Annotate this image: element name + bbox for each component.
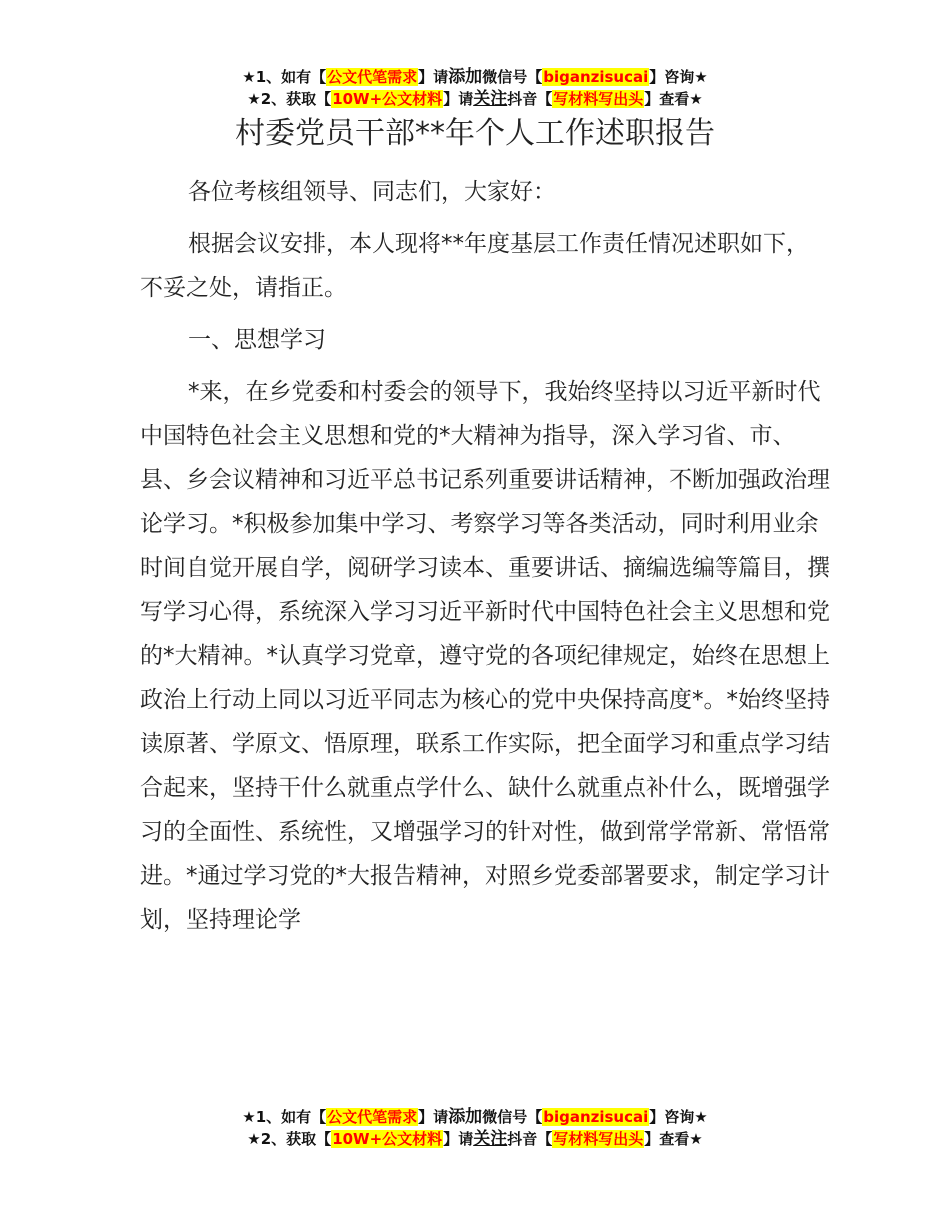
document-title: 村委党员干部**年个人工作述职报告 [235, 116, 715, 151]
promo-text: ★2、获取【 [247, 90, 332, 108]
body-paragraph: *来，在乡党委和村委会的领导下，我始终坚持以习近平新时代中国特色社会主义思想和党的*大精神为指导，深入学习省、市、县、乡会议精神和习近平总书记系列重要讲话精神，不断加强政治理论学习。*积极参加集中学习、考察学习等各类活动，同时利用业余时间自觉开展自学，阅研学习读本、重要讲话、摘编选编等篇目，撰写学习心得，系统深入学习习近平新时代中国特色社会主义思想和党的*大精神。*认真学习党章，遵守党的各项纪律规定，始终在思想上政治上行动上同以习近平同志为核心的党中央保持高度*。*始终坚持读原著、学原文、悟原理，联系工作实际，把全面学习和重点学习结合起来，坚持干什么就重点学什么、缺什么就重点补什么，既增强学习的全面性、系统性，又增强学习的针对性，做到常学常新、常悟常进。*通过学习党的*大报告精神，对照乡党委部署要求，制定学习计划，坚持理论学 [140, 379, 830, 933]
promo-text: ★1、如有【 [242, 68, 327, 86]
promo-highlight: 写材料写出头 [553, 90, 644, 108]
greeting-paragraph: 各位考核组领导、同志们，大家好： [188, 179, 556, 205]
footer-promo-banner [0, 1106, 950, 1150]
section-heading: 一、思想学习 [188, 327, 326, 353]
promo-highlight: 10W+公文材料 [332, 90, 443, 108]
promo-text: ★1、如有【 [242, 1108, 327, 1126]
promo-highlight: 公文代笔需求 [327, 1108, 418, 1126]
promo-line-2 [0, 88, 950, 110]
promo-emphasis: 添加 [448, 1107, 483, 1127]
promo-text: 抖音【 [507, 1130, 553, 1148]
header-promo-banner [0, 66, 950, 110]
promo-highlight: biganzisucai [543, 68, 649, 86]
promo-text: 】请 [443, 1130, 474, 1148]
promo-text: 微信号【 [482, 1108, 543, 1126]
document-body [140, 170, 830, 950]
promo-line-1 [0, 66, 950, 88]
promo-text: ★2、获取【 [247, 1130, 332, 1148]
promo-highlight: 公文代笔需求 [327, 68, 418, 86]
promo-text: 】查看★ [644, 90, 703, 108]
promo-text: 】请 [418, 68, 449, 86]
promo-text: 微信号【 [482, 68, 543, 86]
promo-text: 】请 [443, 90, 474, 108]
promo-text: 】咨询★ [649, 1108, 708, 1126]
promo-text: 】查看★ [644, 1130, 703, 1148]
promo-highlight: 10W+公文材料 [332, 1130, 443, 1148]
promo-emphasis: 关注 [473, 1129, 508, 1149]
promo-text: 抖音【 [507, 90, 553, 108]
promo-line-2 [0, 1128, 950, 1150]
promo-highlight: 写材料写出头 [553, 1130, 644, 1148]
promo-highlight: biganzisucai [543, 1108, 649, 1126]
promo-emphasis: 添加 [448, 67, 483, 87]
promo-text: 】请 [418, 1108, 449, 1126]
promo-line-1 [0, 1106, 950, 1128]
promo-emphasis: 关注 [473, 89, 508, 109]
promo-text: 】咨询★ [649, 68, 708, 86]
intro-paragraph: 根据会议安排，本人现将**年度基层工作责任情况述职如下，不妥之处，请指正。 [140, 231, 809, 301]
